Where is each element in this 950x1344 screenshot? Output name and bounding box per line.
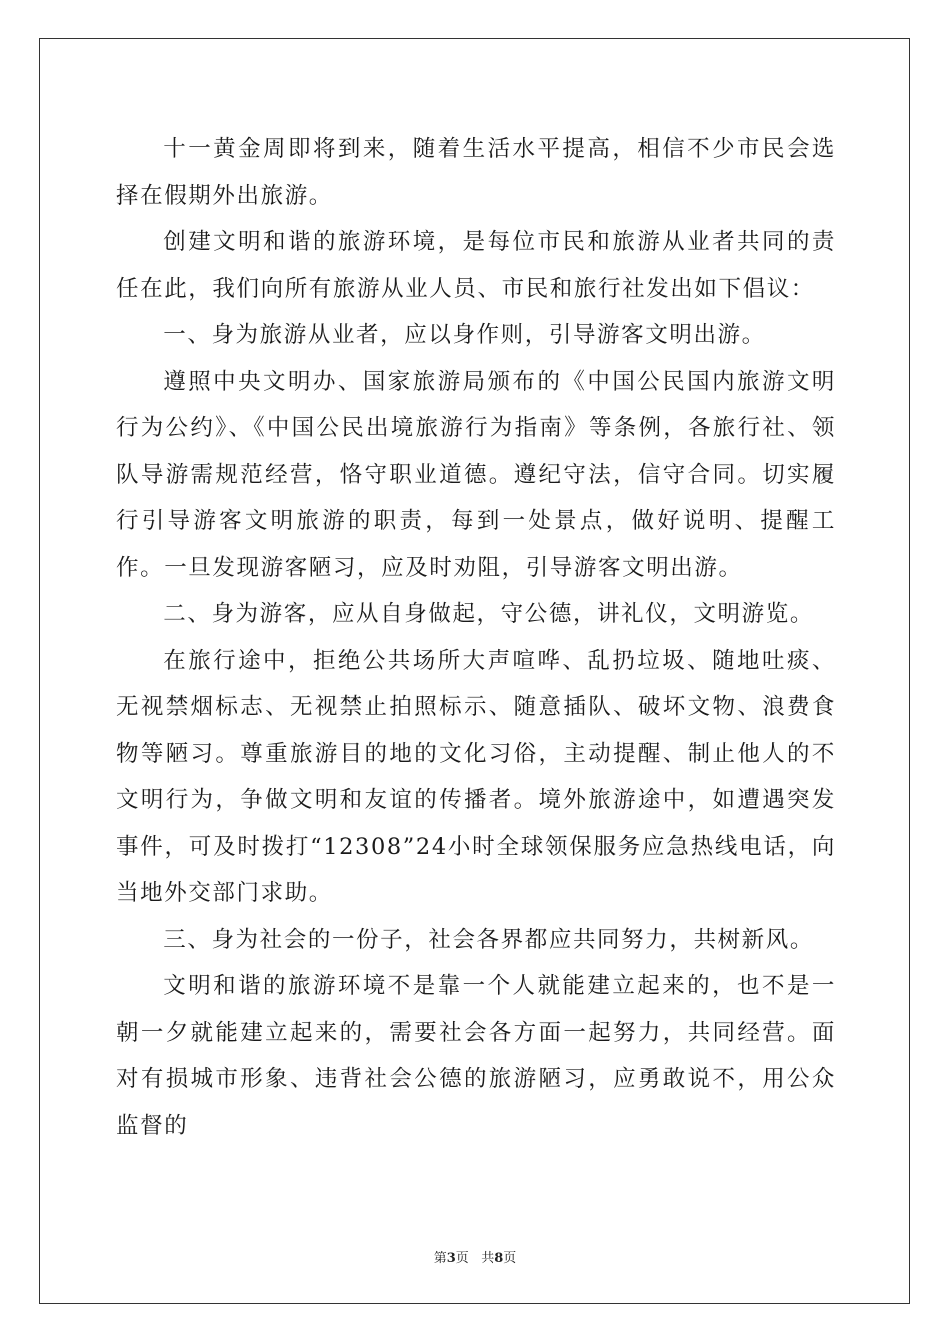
paragraph-section-1: 遵照中央文明办、国家旅游局颁布的《中国公民国内旅游文明行为公约》、《中国公民出境旅游行为指南》等条例，各旅行社、领队导游需规范经营，恪守职业道德。遵纪守法，信守合同。切实履行引导游客文明旅游的职责，每到一处景点，做好说明、提醒工作。一旦发现游客陋习，应及时劝阻，引导游客文明出游。 [116,368,836,581]
paragraph-heading-2: 二、身为游客，应从自身做起，守公德，讲礼仪，文明游览。 [163,601,814,627]
paragraph-intro: 十一黄金周即将到来，随着生活水平提高，相信不少市民会选择在假期外出旅游。 [116,136,836,209]
paragraph-heading-1: 一、身为旅游从业者，应以身作则，引导游客文明出游。 [163,322,766,348]
total-prefix: 共 [481,1251,495,1266]
page-current: 3 [446,1251,456,1266]
paragraph-section-2: 在旅行途中，拒绝公共场所大声喧哗、乱扔垃圾、随地吐痰、无视禁烟标志、无视禁止拍照标示、随意插队、破坏文物、浪费食物等陋习。尊重旅游目的地的文化习俗，主动提醒、制止他人的不文明行为，争做文明和友谊的传播者。境外旅游途中，如遭遇突发事件，可及时拨打“12308”24小时全球领保服务应急热线电话，向当地外交部门求助。 [116,647,836,906]
document-body [116,126,836,1149]
page-total: 8 [494,1251,504,1266]
paragraph-initiative: 创建文明和谐的旅游环境，是每位市民和旅游从业者共同的责任在此，我们向所有旅游从业人员、市民和旅行社发出如下倡议： [116,229,836,302]
page-suffix: 页 [455,1251,469,1266]
total-suffix: 页 [503,1251,517,1266]
page-footer [0,1247,950,1266]
page-prefix: 第 [433,1251,447,1266]
paragraph-section-3: 文明和谐的旅游环境不是靠一个人就能建立起来的，也不是一朝一夕就能建立起来的，需要社会各方面一起努力，共同经营。面对有损城市形象、违背社会公德的旅游陋习，应勇敢说不，用公众监督的 [116,973,836,1139]
paragraph-heading-3: 三、身为社会的一份子，社会各界都应共同努力，共树新风。 [163,926,814,953]
